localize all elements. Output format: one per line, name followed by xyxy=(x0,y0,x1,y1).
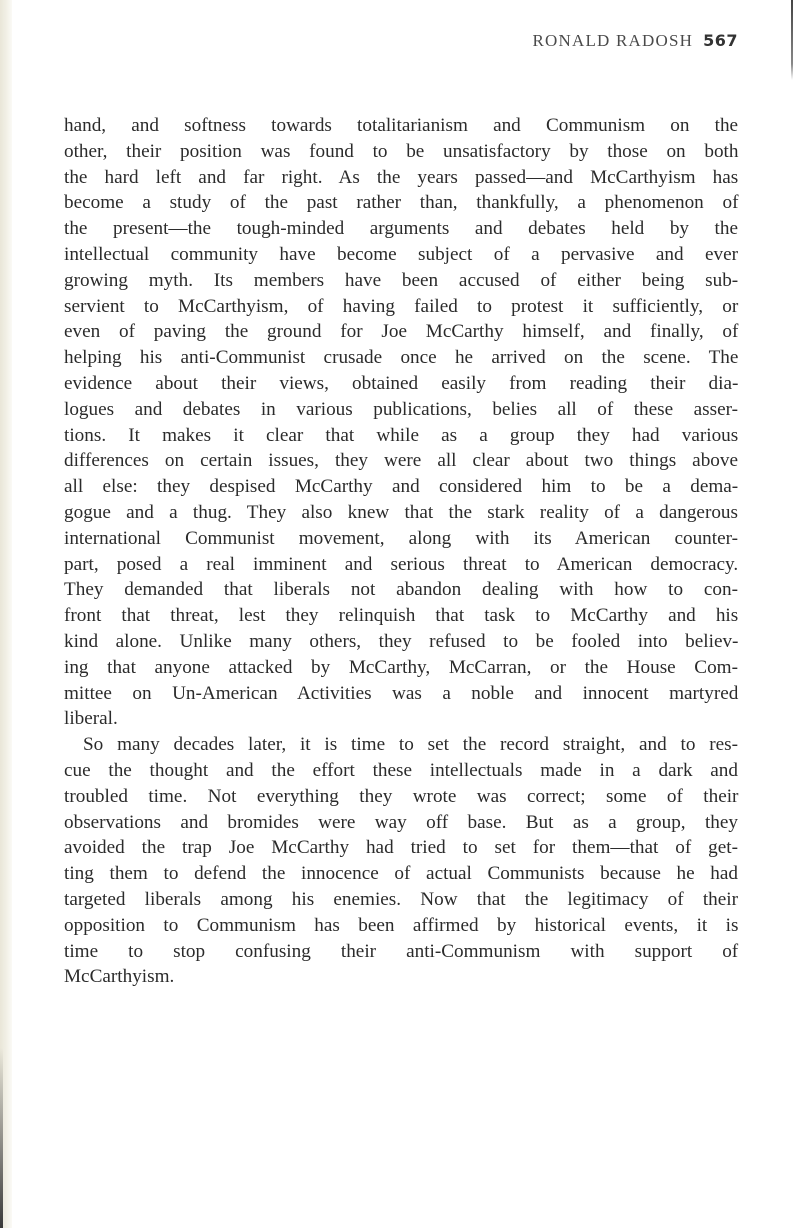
text-line: They demanded that liberals not abandon dealing with how to con- xyxy=(64,579,738,601)
text-line: the hard left and far right. As the years passed—and McCarthyism has xyxy=(64,166,739,188)
text-line: liberal. xyxy=(64,708,118,730)
text-line: the present—the tough-minded arguments and debates held by the xyxy=(64,218,738,240)
text-line: growing myth. Its members have been accused of either being sub- xyxy=(64,269,739,291)
page-binding-edge xyxy=(0,0,12,1228)
text-line: kind alone. Unlike many others, they refused to be fooled into believ- xyxy=(64,630,739,652)
text-line: logues and debates in various publications, belies all of these asser- xyxy=(64,398,739,420)
text-line: all else: they despised McCarthy and considered him to be a dema- xyxy=(64,476,739,498)
paragraph-1 xyxy=(64,113,738,732)
text-line: McCarthyism. xyxy=(64,966,175,988)
text-line: mittee on Un-American Activities was a noble and innocent martyred xyxy=(64,682,739,704)
text-line: troubled time. Not everything they wrote was correct; some of their xyxy=(64,785,739,807)
text-line: become a study of the past rather than, thankfully, a phenomenon of xyxy=(64,192,739,214)
text-line: evidence about their views, obtained easily from reading their dia- xyxy=(64,372,739,394)
body-text xyxy=(64,113,738,990)
text-line: international Communist movement, along with its American counter- xyxy=(64,527,738,549)
text-line: helping his anti-Communist crusade once he arrived on the scene. The xyxy=(64,347,739,369)
text-line: opposition to Communism has been affirmed by historical events, it is xyxy=(64,914,739,936)
running-head xyxy=(0,31,738,51)
text-line: avoided the trap Joe McCarthy had tried to set for them—that of get- xyxy=(64,837,738,859)
text-line: cue the thought and the effort these intellectuals made in a dark and xyxy=(64,759,738,781)
paragraph-2 xyxy=(64,732,738,990)
text-line: servient to McCarthyism, of having failed to protest it sufficiently, or xyxy=(64,295,739,317)
text-line: even of paving the ground for Joe McCarthy himself, and finally, of xyxy=(64,321,739,343)
text-line: intellectual community have become subject of a pervasive and ever xyxy=(64,243,738,265)
running-head-author: RONALD RADOSH xyxy=(532,31,694,50)
text-line: gogue and a thug. They also knew that the stark reality of a dangerous xyxy=(64,501,738,523)
text-line: time to stop confusing their anti-Communism with support of xyxy=(64,940,739,962)
page-right-edge xyxy=(789,0,796,1228)
text-line: ing that anyone attacked by McCarthy, McCarran, or the House Com- xyxy=(64,656,738,678)
text-line: part, posed a real imminent and serious threat to American democracy. xyxy=(64,553,739,575)
text-line: hand, and softness towards totalitarianism and Communism on the xyxy=(64,115,739,136)
page-number: 567 xyxy=(703,31,738,50)
text-line: tions. It makes it clear that while as a group they had various xyxy=(64,424,739,446)
text-line: other, their position was found to be unsatisfactory by those on both xyxy=(64,140,739,162)
text-line: So many decades later, it is time to set the record straight, and to res- xyxy=(83,734,738,756)
text-line: targeted liberals among his enemies. Now that the legitimacy of their xyxy=(64,888,738,910)
text-line: differences on certain issues, they were all clear about two things above xyxy=(64,450,738,472)
text-line: front that threat, lest they relinquish that task to McCarthy and his xyxy=(64,605,739,627)
text-line: observations and bromides were way off base. But as a group, they xyxy=(64,811,738,833)
text-line: ting them to defend the innocence of actual Communists because he had xyxy=(64,863,738,885)
